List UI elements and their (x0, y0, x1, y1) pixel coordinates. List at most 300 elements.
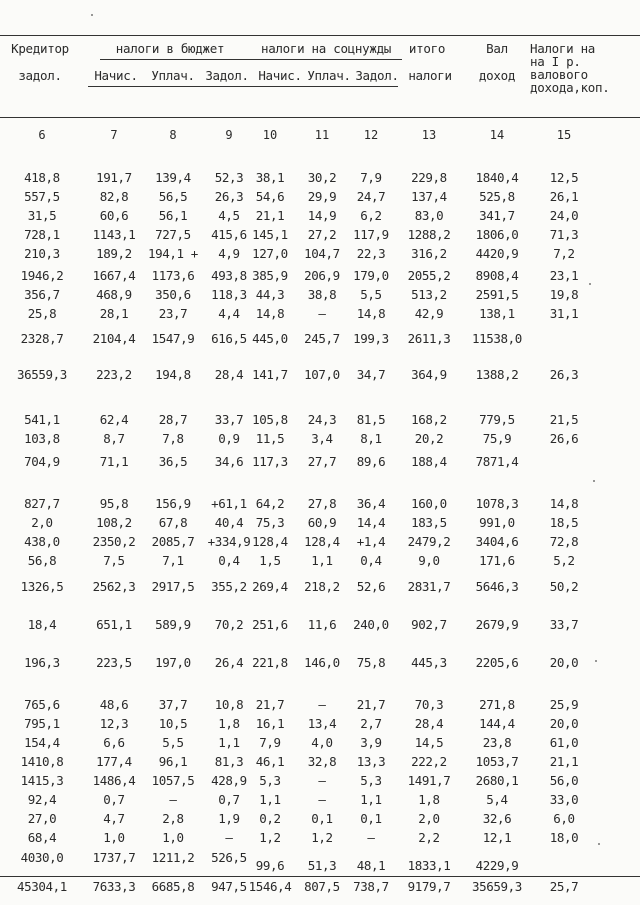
header-underline-budget (100, 59, 250, 60)
table-cell: 4420,9 (475, 246, 519, 261)
table-cell: 13,3 (356, 754, 386, 769)
table-cell: 2680,1 (475, 773, 519, 788)
table-cell: 356,7 (24, 287, 60, 302)
table-cell: 31,1 (549, 306, 579, 321)
table-cell: 25,8 (27, 306, 57, 321)
header-subrule (88, 86, 398, 87)
total-cell: 6685,8 (151, 879, 195, 894)
table-cell: 795,1 (24, 716, 60, 731)
table-cell: 14,4 (356, 515, 386, 530)
table-cell: 206,9 (304, 268, 340, 283)
table-cell: 20,2 (414, 431, 444, 446)
table-cell: 145,1 (252, 227, 288, 242)
total-cell: 25,7 (549, 879, 579, 894)
table-cell: 19,8 (549, 287, 579, 302)
table-cell: 4,0 (311, 735, 333, 750)
table-cell: 1,0 (162, 830, 184, 845)
header-sub-upl: Уплач. (151, 68, 195, 83)
table-cell: 7871,4 (475, 454, 519, 469)
table-cell: 24,7 (356, 189, 386, 204)
subtotal-cell: 48,1 (356, 858, 386, 873)
table-cell: 5,3 (360, 773, 382, 788)
table-cell: 1840,4 (475, 170, 519, 185)
table-cell: 468,9 (96, 287, 132, 302)
table-cell: 60,6 (99, 208, 129, 223)
table-cell: 4,7 (103, 811, 125, 826)
table-cell: 0,4 (360, 553, 382, 568)
header-creditor-label: Кредитор (11, 41, 69, 56)
table-cell: 2205,6 (475, 655, 519, 670)
table-cell: 2,0 (31, 515, 53, 530)
total-cell: 738,7 (353, 879, 389, 894)
subtotal-cell: 51,3 (307, 858, 337, 873)
speck-mark (595, 660, 597, 662)
table-cell: 21,7 (255, 697, 285, 712)
table-cell: 3,9 (360, 735, 382, 750)
table-cell: 1,2 (311, 830, 333, 845)
table-cell: 1173,6 (151, 268, 195, 283)
table-cell: 2591,5 (475, 287, 519, 302)
table-cell: 0,1 (360, 811, 382, 826)
table-cell: 127,0 (252, 246, 288, 261)
table-cell: 183,5 (411, 515, 447, 530)
table-cell: 26,6 (549, 431, 579, 446)
table-cell: 1667,4 (92, 268, 136, 283)
table-cell: 14,8 (549, 496, 579, 511)
table-cell: 14,8 (356, 306, 386, 321)
total-cell: 947,5 (211, 879, 247, 894)
table-cell: 3,4 (311, 431, 333, 446)
table-cell: 24,0 (549, 208, 579, 223)
table-cell: 1410,8 (20, 754, 64, 769)
table-cell: 146,0 (304, 655, 340, 670)
table-cell: 83,0 (414, 208, 444, 223)
table-cell: +61,1 (211, 496, 247, 511)
table-cell: 21,5 (549, 412, 579, 427)
header-per-label-3: валового (530, 67, 588, 82)
table-cell: 779,5 (479, 412, 515, 427)
table-cell: 70,2 (214, 617, 244, 632)
total-cell: 7633,3 (92, 879, 136, 894)
subtotal-cell: 4229,9 (475, 858, 519, 873)
table-cell: 75,3 (255, 515, 285, 530)
column-number: 7 (110, 128, 118, 142)
column-number: 12 (363, 128, 379, 142)
table-cell: 493,8 (211, 268, 247, 283)
table-cell: 1143,1 (92, 227, 136, 242)
table-cell: 95,8 (99, 496, 129, 511)
table-cell: 25,9 (549, 697, 579, 712)
column-number: 6 (38, 128, 46, 142)
table-cell: 38,8 (307, 287, 337, 302)
table-cell: 61,0 (549, 735, 579, 750)
table-cell: 1,8 (218, 716, 240, 731)
table-cell: 14,8 (255, 306, 285, 321)
table-cell: 20,0 (549, 655, 579, 670)
table-cell: 1946,2 (20, 268, 64, 283)
table-cell: 191,7 (96, 170, 132, 185)
table-cell: 70,3 (414, 697, 444, 712)
table-cell: 2917,5 (151, 579, 195, 594)
table-cell: 50,2 (549, 579, 579, 594)
speck-mark (91, 14, 93, 16)
table-cell: 128,4 (252, 534, 288, 549)
header-sub-zad: Задол. (205, 68, 249, 83)
table-cell: 0,9 (218, 431, 240, 446)
table-cell: 34,6 (214, 454, 244, 469)
table-cell: 2611,3 (407, 331, 451, 346)
table-cell: 48,6 (99, 697, 129, 712)
table-cell: 27,8 (307, 496, 337, 511)
table-cell: 1806,0 (475, 227, 519, 242)
table-cell: 6,2 (360, 208, 382, 223)
table-cell: – (318, 306, 326, 321)
table-cell: 0,7 (218, 792, 240, 807)
table-cell: 651,1 (96, 617, 132, 632)
table-cell: 2831,7 (407, 579, 451, 594)
table-cell: 445,3 (411, 655, 447, 670)
table-cell: 107,0 (304, 367, 340, 382)
header-group-social: налоги на соцнужды (260, 41, 392, 56)
table-cell: 14,9 (307, 208, 337, 223)
table-cell: 156,9 (155, 496, 191, 511)
table-cell: 23,8 (482, 735, 512, 750)
table-cell: 33,7 (549, 617, 579, 632)
table-cell: 103,8 (24, 431, 60, 446)
table-cell: 27,2 (307, 227, 337, 242)
table-cell: 1,0 (103, 830, 125, 845)
table-cell: 171,6 (479, 553, 515, 568)
header-per-label-4: дохода,коп. (530, 80, 610, 95)
table-cell: 105,8 (252, 412, 288, 427)
table-cell: 72,8 (549, 534, 579, 549)
table-cell: 160,0 (411, 496, 447, 511)
table-cell: – (169, 792, 177, 807)
table-cell: – (318, 773, 326, 788)
table-cell: 2104,4 (92, 331, 136, 346)
table-cell: 54,6 (255, 189, 285, 204)
table-cell: 2479,2 (407, 534, 451, 549)
table-cell: 188,4 (411, 454, 447, 469)
table-cell: 438,0 (24, 534, 60, 549)
table-cell: 26,4 (214, 655, 244, 670)
header-group-budget: налоги в бюджет (115, 41, 225, 56)
table-cell: 56,5 (158, 189, 188, 204)
total-cell: 1546,4 (248, 879, 292, 894)
table-cell: 4,5 (218, 208, 240, 223)
table-cell: 445,0 (252, 331, 288, 346)
table-cell: 89,6 (356, 454, 386, 469)
table-cell: 26,3 (214, 189, 244, 204)
table-cell: 1,8 (418, 792, 440, 807)
table-cell: 727,5 (155, 227, 191, 242)
table-cell: 197,0 (155, 655, 191, 670)
table-cell: 0,2 (259, 811, 281, 826)
table-cell: 5,3 (259, 773, 281, 788)
table-cell: – (225, 830, 233, 845)
table-cell: 8,1 (360, 431, 382, 446)
table-cell: 2562,3 (92, 579, 136, 594)
total-cell: 807,5 (304, 879, 340, 894)
table-cell: 7,8 (162, 431, 184, 446)
header-per-label-2: на I р. (530, 54, 581, 69)
table-cell: 0,4 (218, 553, 240, 568)
table-cell: 1,1 (360, 792, 382, 807)
table-cell: 6,6 (103, 735, 125, 750)
table-cell: 513,2 (411, 287, 447, 302)
table-cell: 154,4 (24, 735, 60, 750)
table-cell: 52,6 (356, 579, 386, 594)
table-cell: 56,8 (27, 553, 57, 568)
table-cell: 728,1 (24, 227, 60, 242)
header-val-sublabel: доход (478, 68, 516, 83)
table-cell: 60,9 (307, 515, 337, 530)
table-cell: 2328,7 (20, 331, 64, 346)
table-cell: 7,9 (360, 170, 382, 185)
table-cell: 8,7 (103, 431, 125, 446)
column-number: 15 (556, 128, 572, 142)
table-cell: 33,7 (214, 412, 244, 427)
table-cell: 64,2 (255, 496, 285, 511)
column-number: 13 (421, 128, 437, 142)
table-cell: 827,7 (24, 496, 60, 511)
table-cell: 11538,0 (472, 331, 522, 346)
table-cell: 240,0 (353, 617, 389, 632)
table-cell: 222,2 (411, 754, 447, 769)
total-rule (0, 876, 640, 877)
table-cell: 67,8 (158, 515, 188, 530)
table-cell: 245,7 (304, 331, 340, 346)
column-number: 8 (169, 128, 177, 142)
column-number: 10 (262, 128, 278, 142)
table-cell: 117,3 (252, 454, 288, 469)
table-cell: 541,1 (24, 412, 60, 427)
table-cell: 2,7 (360, 716, 382, 731)
table-cell: 221,8 (252, 655, 288, 670)
table-cell: 27,0 (27, 811, 57, 826)
table-cell: 1491,7 (407, 773, 451, 788)
header-itogo-sublabel: налоги (408, 68, 452, 83)
table-cell: 7,9 (259, 735, 281, 750)
table-cell: 36559,3 (17, 367, 67, 382)
table-cell: 1326,5 (20, 579, 64, 594)
table-cell: 10,8 (214, 697, 244, 712)
table-cell: 1,2 (259, 830, 281, 845)
table-cell: 7,5 (103, 553, 125, 568)
table-cell: 2055,2 (407, 268, 451, 283)
table-cell: 138,1 (479, 306, 515, 321)
total-cell: 35659,3 (472, 879, 522, 894)
table-cell: 199,3 (353, 331, 389, 346)
table-cell: 8908,4 (475, 268, 519, 283)
table-cell: 2679,9 (475, 617, 519, 632)
table-cell: 6,0 (553, 811, 575, 826)
table-top-rule (0, 35, 640, 36)
table-cell: 21,7 (356, 697, 386, 712)
table-cell: 128,4 (304, 534, 340, 549)
table-cell: 2350,2 (92, 534, 136, 549)
table-cell: 1053,7 (475, 754, 519, 769)
table-cell: 56,1 (158, 208, 188, 223)
table-cell: 96,1 (158, 754, 188, 769)
table-cell: 13,4 (307, 716, 337, 731)
table-cell: 71,3 (549, 227, 579, 242)
table-cell: 5,5 (360, 287, 382, 302)
table-cell: – (318, 697, 326, 712)
table-cell: 7,2 (553, 246, 575, 261)
table-cell: 1415,3 (20, 773, 64, 788)
table-cell: 26,3 (549, 367, 579, 382)
table-cell: 194,1 + (148, 246, 198, 261)
table-cell: 4,9 (218, 246, 240, 261)
table-cell: 223,2 (96, 367, 132, 382)
table-cell: 229,8 (411, 170, 447, 185)
table-cell: 18,4 (27, 617, 57, 632)
table-cell: 81,5 (356, 412, 386, 427)
table-cell: 902,7 (411, 617, 447, 632)
subtotal-cell: 526,5 (211, 850, 247, 865)
table-cell: 23,7 (158, 306, 188, 321)
table-cell: 32,6 (482, 811, 512, 826)
table-cell: 12,3 (99, 716, 129, 731)
total-cell: 9179,7 (407, 879, 451, 894)
table-cell: 139,4 (155, 170, 191, 185)
table-cell: 5,4 (486, 792, 508, 807)
table-cell: +1,4 (356, 534, 386, 549)
table-cell: 251,6 (252, 617, 288, 632)
table-cell: 26,1 (549, 189, 579, 204)
subtotal-cell: 1211,2 (151, 850, 195, 865)
table-cell: 1388,2 (475, 367, 519, 382)
table-cell: 38,1 (255, 170, 285, 185)
table-cell: 168,2 (411, 412, 447, 427)
table-cell: 30,2 (307, 170, 337, 185)
table-cell: 2,8 (162, 811, 184, 826)
table-cell: 28,7 (158, 412, 188, 427)
table-cell: 355,2 (211, 579, 247, 594)
table-cell: 210,3 (24, 246, 60, 261)
table-cell: 2,0 (418, 811, 440, 826)
table-cell: 704,9 (24, 454, 60, 469)
speck-mark (598, 843, 600, 845)
table-cell: 33,0 (549, 792, 579, 807)
table-cell: 75,9 (482, 431, 512, 446)
table-cell: 341,7 (479, 208, 515, 223)
table-cell: 5646,3 (475, 579, 519, 594)
table-cell: 16,1 (255, 716, 285, 731)
table-cell: 14,5 (414, 735, 444, 750)
table-cell: 1,9 (218, 811, 240, 826)
table-cell: 81,3 (214, 754, 244, 769)
table-cell: 418,8 (24, 170, 60, 185)
table-cell: 22,3 (356, 246, 386, 261)
table-cell: 118,3 (211, 287, 247, 302)
table-cell: 1,5 (259, 553, 281, 568)
table-cell: 2,2 (418, 830, 440, 845)
table-cell: 32,8 (307, 754, 337, 769)
column-number: 9 (225, 128, 233, 142)
table-cell: 3404,6 (475, 534, 519, 549)
table-cell: 10,5 (158, 716, 188, 731)
header-sub-nach: Начис. (94, 68, 138, 83)
table-cell: 82,8 (99, 189, 129, 204)
table-cell: 12,5 (549, 170, 579, 185)
table-cell: 7,1 (162, 553, 184, 568)
table-cell: 11,6 (307, 617, 337, 632)
table-cell: 385,9 (252, 268, 288, 283)
table-cell: 765,6 (24, 697, 60, 712)
table-cell: – (367, 830, 375, 845)
table-cell: 141,7 (252, 367, 288, 382)
header-underline-social (250, 59, 402, 60)
table-cell: 68,4 (27, 830, 57, 845)
speck-mark (593, 480, 595, 482)
table-cell: 177,4 (96, 754, 132, 769)
header-sub-upl-social: Уплач. (307, 68, 351, 83)
table-cell: 18,0 (549, 830, 579, 845)
table-cell: 24,3 (307, 412, 337, 427)
header-val-label: Вал (486, 41, 508, 56)
column-number: 14 (489, 128, 505, 142)
table-cell: 189,2 (96, 246, 132, 261)
table-cell: 4,4 (218, 306, 240, 321)
table-cell: 415,6 (211, 227, 247, 242)
table-cell: 108,2 (96, 515, 132, 530)
table-cell: 42,9 (414, 306, 444, 321)
table-cell: 36,5 (158, 454, 188, 469)
table-cell: – (318, 792, 326, 807)
table-cell: 218,2 (304, 579, 340, 594)
table-cell: 0,7 (103, 792, 125, 807)
table-cell: 46,1 (255, 754, 285, 769)
table-cell: 1057,5 (151, 773, 195, 788)
table-cell: 5,5 (162, 735, 184, 750)
header-sub-nach-social: Начис. (258, 68, 302, 83)
table-cell: 616,5 (211, 331, 247, 346)
header-creditor-sublabel: задол. (18, 68, 62, 83)
table-cell: 12,1 (482, 830, 512, 845)
table-cell: 104,7 (304, 246, 340, 261)
subtotal-cell: 4030,0 (20, 850, 64, 865)
table-cell: 1,1 (218, 735, 240, 750)
table-cell: 428,9 (211, 773, 247, 788)
table-cell: 1078,3 (475, 496, 519, 511)
table-cell: 179,0 (353, 268, 389, 283)
table-cell: 223,5 (96, 655, 132, 670)
speck-mark (589, 283, 591, 285)
header-per-label-1: Налоги на (530, 41, 596, 56)
subtotal-cell: 1833,1 (407, 858, 451, 873)
table-cell: 37,7 (158, 697, 188, 712)
table-cell: 1486,4 (92, 773, 136, 788)
table-cell: 1288,2 (407, 227, 451, 242)
table-cell: 31,5 (27, 208, 57, 223)
table-cell: 196,3 (24, 655, 60, 670)
table-cell: 364,9 (411, 367, 447, 382)
table-cell: 557,5 (24, 189, 60, 204)
table-cell: 52,3 (214, 170, 244, 185)
table-cell: 28,4 (214, 367, 244, 382)
table-cell: 40,4 (214, 515, 244, 530)
table-cell: 144,4 (479, 716, 515, 731)
table-cell: 0,1 (311, 811, 333, 826)
table-cell: 525,8 (479, 189, 515, 204)
table-cell: 589,9 (155, 617, 191, 632)
table-cell: 117,9 (353, 227, 389, 242)
table-cell: 92,4 (27, 792, 57, 807)
table-cell: 23,1 (549, 268, 579, 283)
table-cell: 1547,9 (151, 331, 195, 346)
